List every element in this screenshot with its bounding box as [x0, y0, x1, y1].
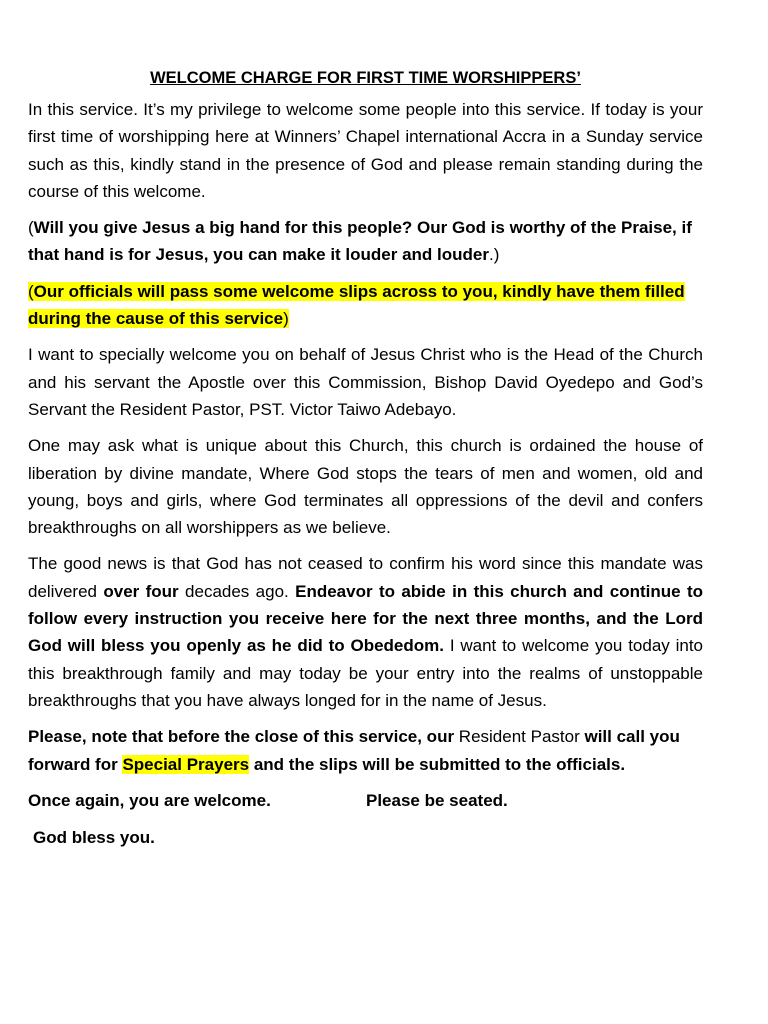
closing-welcome-text: Once again, you are welcome.: [28, 790, 271, 810]
note-text-1: Resident Pastor: [454, 727, 585, 747]
document-page: [28, 66, 703, 851]
note-bold-1: Please, note that before the close of this service, our: [28, 727, 455, 747]
paragraph-good-news: [28, 550, 703, 714]
special-prayers-highlight: Special Prayers: [122, 754, 250, 774]
paren-close: ): [283, 309, 289, 329]
slips-bold-text: Our officials will pass some welcome slips across to you, kindly have them filled during the cause of this service: [28, 281, 685, 329]
closing-row: [28, 787, 703, 814]
document-title: WELCOME CHARGE FOR FIRST TIME WORSHIPPERS’: [150, 69, 581, 87]
note-bold-2: will call you forward for: [28, 727, 680, 774]
good-news-bold-2: Endeavor to abide in this church and continue to follow every instruction you receive here for the next three months, and the Lord God will bless you openly as he did to Obededom.: [28, 581, 703, 656]
paragraph-welcome-slips: [28, 278, 703, 333]
good-news-text-3: I want to welcome you today into this breakthrough family and may today be your entry into the realms of unstoppable breakthroughs that you have always longed for in the name of Jesus.: [28, 636, 703, 710]
paragraph-unique: [28, 432, 703, 541]
blessing-text: God bless you.: [33, 828, 155, 848]
paragraph-note: [28, 723, 703, 778]
good-news-text-1: The good news is that God has not ceased to confirm his word since this mandate was delivered: [28, 554, 703, 601]
paren-close: .): [488, 245, 500, 265]
good-news-bold-1: over four: [103, 581, 179, 601]
good-news-text-2: decades ago.: [178, 581, 296, 601]
paragraph-unique-text: One may ask what is unique about this Church, this church is ordained the house of liberation by divine mandate, Where God stops the tears of men and women, old and young, boys and girls, where God terminates all oppressions of the devil and confers breakthroughs on all worshippers as we believe.: [28, 436, 703, 538]
big-hand-bold-text: Will you give Jesus a big hand for this people? Our God is worthy of the Praise, if that hand is for Jesus, you can make it louder and louder: [28, 218, 692, 265]
paragraph-big-hand: [28, 214, 703, 269]
highlighted-slips-note: [28, 282, 685, 328]
paragraph-intro-text: In this service. It’s my privilege to welcome some people into this service. If today is your first time of worshipping here at Winners’ Chapel international Accra in a Sunday service such as this, kindly stand in the presence of God and please remain standing during the course of this welcome.: [28, 100, 703, 201]
paragraph-behalf: [28, 341, 703, 423]
note-bold-3: and the slips will be submitted to the officials.: [249, 754, 626, 774]
paren-open: (: [28, 218, 34, 238]
closing-seated-text: Please be seated.: [366, 790, 508, 810]
paragraph-intro: [28, 96, 703, 205]
paren-open: (: [28, 281, 34, 301]
paragraph-behalf-text: I want to specially welcome you on behalf of Jesus Christ who is the Head of the Church and his servant the Apostle over this Commission, Bishop David Oyedepo and God’s Servant the Resident Pastor, PST. Victor Taiwo Adebayo.: [28, 345, 703, 419]
